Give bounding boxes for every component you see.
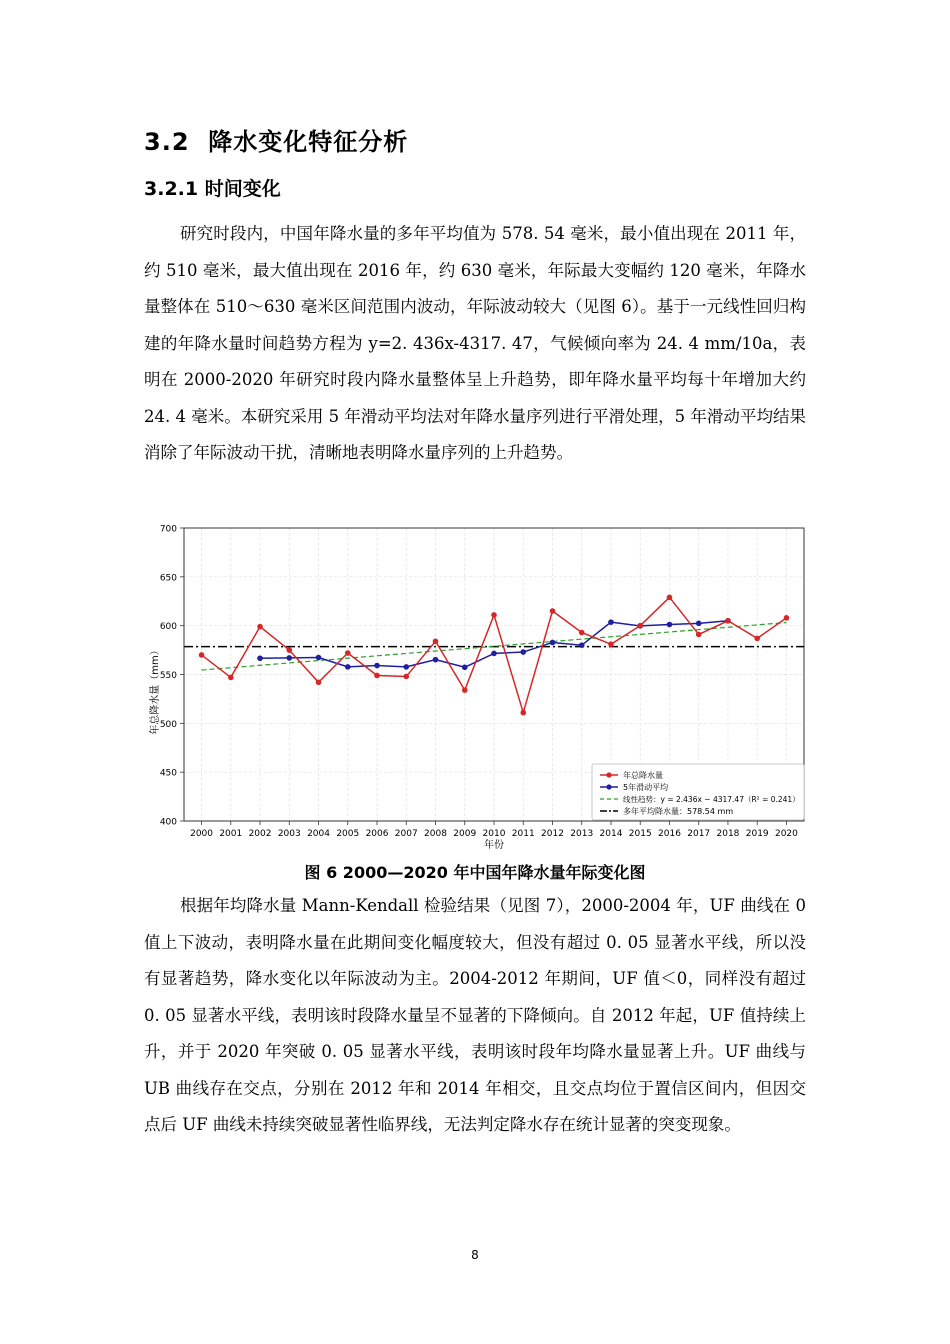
annual-precipitation-point (257, 624, 263, 630)
x-tick-label: 2007 (394, 829, 418, 839)
y-axis-label: 年总降水量（mm） (150, 645, 161, 735)
y-tick-label: 600 (159, 622, 177, 633)
x-tick-label: 2016 (658, 829, 681, 839)
moving-average-point (403, 664, 409, 670)
annual-precipitation-point (316, 680, 322, 686)
x-tick-label: 2005 (336, 829, 360, 839)
subsection-title: 时间变化 (204, 178, 281, 200)
annual-precipitation-point (374, 673, 380, 679)
annual-precipitation-point (433, 638, 439, 644)
legend-marker-moving-average (606, 784, 611, 789)
page-number: 8 (471, 1248, 479, 1262)
moving-average-point (579, 642, 585, 648)
x-tick-label: 2003 (277, 829, 301, 839)
annual-precipitation-point (637, 623, 643, 629)
y-axis-ticks (160, 525, 184, 828)
x-tick-label: 2015 (628, 829, 652, 839)
x-tick-label: 2008 (424, 829, 447, 839)
x-tick-label: 2019 (745, 829, 769, 839)
section-title: 降水变化特征分析 (208, 128, 409, 156)
x-tick-label: 2017 (687, 829, 711, 839)
moving-average-point (433, 657, 439, 663)
annual-precipitation-point (286, 647, 292, 653)
legend-label-annual: 年总降水量 (623, 771, 663, 780)
paragraph-temporal-change: 研究时段内，中国年降水量的多年平均值为 578. 54 毫米，最小值出现在 2011 年，约 510 毫米，最大值出现在 2016 年，约 630 毫米，年际最大变幅约 120 毫米，年降水量整体在 510～630 毫米区间范围内波动，年际波动较大（见图 6）。基于一元线性回归构建的年降水量时间趋势方程为 y=2. 436x-4317. 47，气候倾向率为 24. 4 mm/10a，表明在 2000-2020 年研究时段内降水量整体呈上升趋势，即年降水量平均每十年增加大约 24. 4 毫米。本研究采用 5 年滑动平均法对年降水量序列进行平滑处理，5 年滑动平均结果消除了年际波动干扰，清晰地表明降水量序列的上升趋势。 (144, 224, 806, 462)
moving-average-point (316, 655, 322, 661)
x-tick-label: 2000 (190, 829, 214, 839)
x-tick-label: 2010 (482, 829, 506, 839)
annual-precipitation-point (199, 652, 205, 658)
moving-average-point (608, 619, 614, 625)
annual-precipitation-point (725, 618, 731, 624)
series-points (199, 595, 790, 716)
annual-precipitation-point (462, 687, 468, 693)
annual-precipitation-point (491, 612, 497, 618)
x-tick-label: 2012 (541, 829, 564, 839)
moving-average-point (286, 655, 292, 661)
y-tick-label: 700 (159, 524, 177, 535)
x-tick-label: 2001 (219, 829, 243, 839)
x-tick-label: 2020 (774, 829, 798, 839)
annual-precipitation-point (520, 710, 526, 716)
x-tick-label: 2011 (511, 829, 535, 839)
section-heading (144, 122, 408, 157)
x-axis-ticks (190, 821, 798, 839)
x-tick-label: 2002 (248, 829, 272, 839)
precipitation-chart (140, 520, 810, 854)
y-tick-label: 450 (159, 768, 177, 779)
annual-precipitation-point (579, 630, 585, 636)
x-tick-label: 2014 (599, 829, 623, 839)
moving-average-point (257, 655, 263, 661)
moving-average-point (667, 622, 673, 628)
moving-average-point (345, 664, 351, 670)
moving-average-point (550, 640, 556, 646)
annual-precipitation-point (228, 675, 234, 681)
moving-average-point (462, 664, 468, 670)
annual-precipitation-point (696, 632, 702, 638)
y-tick-label: 550 (159, 671, 177, 681)
annual-precipitation-point (667, 595, 673, 601)
x-tick-label: 2006 (365, 829, 389, 839)
annual-precipitation-point (550, 608, 556, 614)
legend-marker-annual (606, 772, 611, 777)
legend-label-mean: 多年平均降水量：578.54 mm (623, 807, 734, 816)
chart-legend (592, 764, 804, 820)
annual-precipitation-point (784, 615, 790, 621)
x-tick-label: 2013 (570, 829, 594, 839)
legend-label-trend: 线性趋势：y = 2.436x − 4317.47（R² = 0.241） (623, 795, 800, 804)
section-number: 3.2 (144, 128, 190, 156)
x-tick-label: 2018 (716, 829, 740, 839)
moving-average-point (520, 649, 526, 655)
legend-label-moving-average: 5年滑动平均 (623, 783, 669, 792)
paragraph-mann-kendall: 根据年均降水量 Mann-Kendall 检验结果（见图 7），2000-2004 年，UF 曲线在 0 值上下波动，表明降水量在此期间变化幅度较大，但没有超过 0. 05 显著水平线，所以没有显著趋势，降水变化以年际波动为主。2004-2012 年期间，UF 值＜0，同样没有超过 0. 05 显著水平线，表明该时段降水量呈不显著的下降倾向。自 2012 年起，UF 值持续上升，并于 2020 年突破 0. 05 显著水平线，表明该时段年均降水量显著上升。UF 曲线与 UB 曲线存在交点，分别在 2012 年和 2014 年相交，且交点均位于置信区间内，但因交点后 UF 曲线未持续突破显著性临界线，无法判定降水存在统计显著的突变现象。 (144, 896, 806, 1134)
y-tick-label: 400 (159, 817, 177, 828)
x-tick-label: 2009 (453, 829, 477, 839)
annual-precipitation-point (403, 674, 409, 680)
x-tick-label: 2004 (307, 829, 330, 839)
y-tick-label: 650 (159, 573, 177, 584)
x-axis-label: 年份 (484, 840, 504, 851)
annual-precipitation-point (754, 636, 760, 642)
subsection-heading (144, 174, 281, 201)
figure-caption: 图 6 2000—2020 年中国年降水量年际变化图 (304, 863, 646, 882)
moving-average-point (374, 663, 380, 669)
annual-precipitation-point (608, 641, 614, 647)
annual-precipitation-point (345, 650, 351, 656)
y-tick-label: 500 (159, 719, 177, 730)
subsection-number: 3.2.1 (144, 178, 199, 200)
moving-average-point (491, 651, 497, 657)
moving-average-point (696, 621, 702, 627)
